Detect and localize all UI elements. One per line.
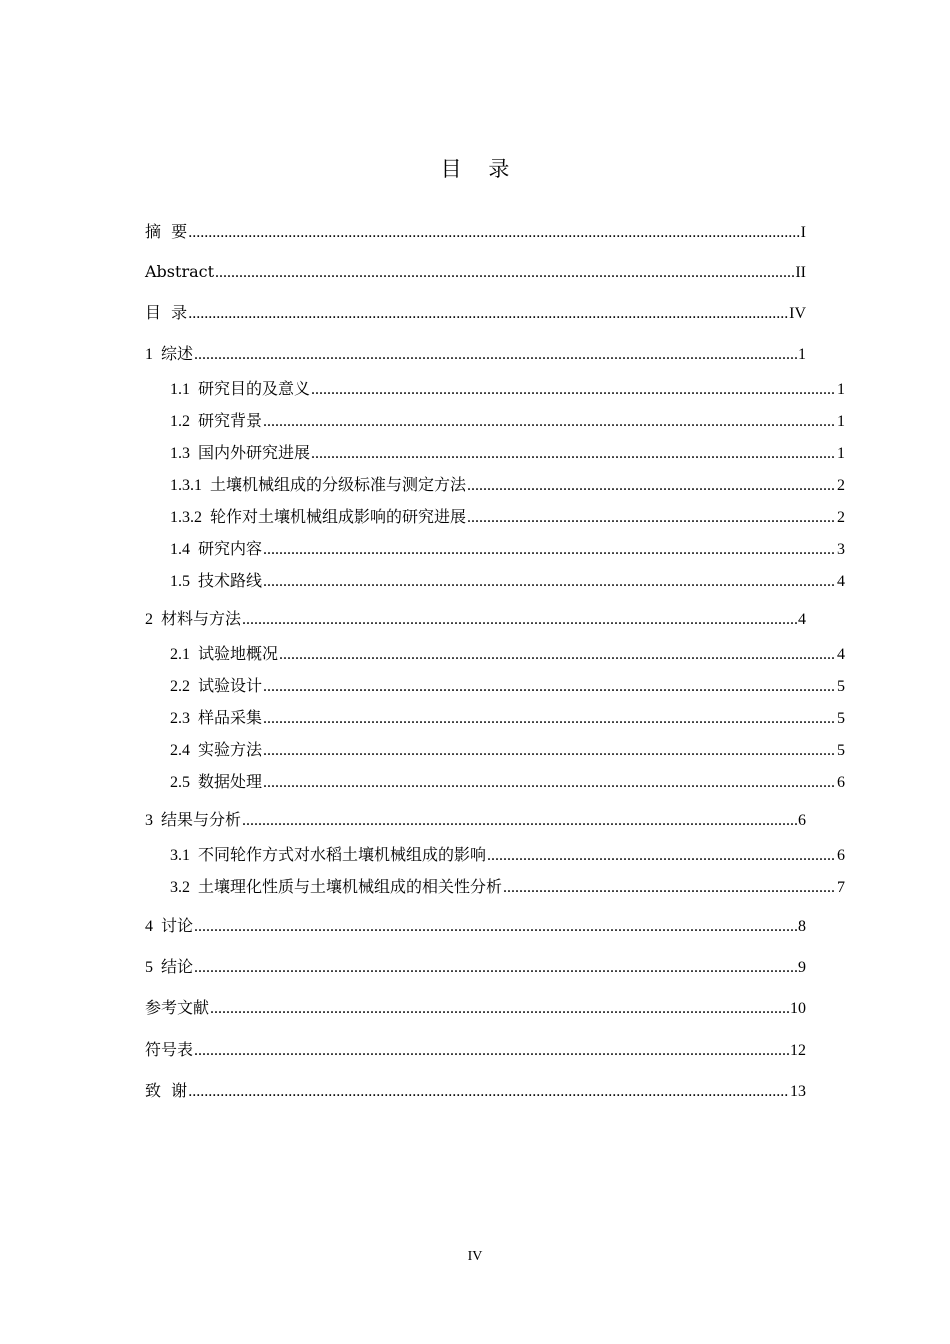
toc-entry[interactable] (170, 675, 845, 697)
toc-entry-page: 2 (837, 477, 845, 494)
toc-entry-number: 1.3.1 (170, 477, 202, 494)
toc-entry-number: 1.4 (170, 541, 190, 558)
toc-entry[interactable] (170, 570, 845, 592)
toc-entry-page: 6 (798, 812, 806, 829)
toc-entry[interactable] (170, 538, 845, 560)
toc-entry-page: 2 (837, 509, 845, 526)
toc-entry-page: 1 (837, 445, 845, 462)
toc-entry-text: 研究目的及意义 (198, 379, 311, 398)
toc-entry-number: 3 (145, 812, 153, 829)
toc-entry-number: 2.2 (170, 678, 190, 695)
toc-dot-leader (263, 539, 836, 561)
toc-entry-label (170, 538, 262, 561)
toc-entry-label (170, 410, 262, 433)
toc-dot-leader (242, 810, 797, 832)
toc-entry-page: 6 (837, 847, 845, 864)
toc-entry-label (170, 570, 262, 593)
toc-entry-label (145, 302, 187, 325)
toc-entry-text: 致 谢 (145, 1081, 188, 1100)
toc-entry-label (145, 1039, 193, 1062)
toc-entry-number: 2.5 (170, 774, 190, 791)
toc-entry-text: 试验设计 (198, 676, 263, 695)
toc-dot-leader (188, 1081, 789, 1103)
toc-entry-label (170, 378, 310, 401)
toc-dot-leader (263, 411, 836, 433)
toc-entry[interactable] (145, 1039, 806, 1061)
toc-entry[interactable] (145, 915, 806, 937)
toc-dot-leader (215, 262, 794, 284)
toc-entry-text: 研究内容 (198, 539, 263, 558)
toc-entry[interactable] (170, 876, 845, 898)
toc-entry-label (145, 608, 241, 631)
toc-entry-number: 2.3 (170, 710, 190, 727)
toc-entry-page: 4 (798, 611, 806, 628)
toc-entry-text: 实验方法 (198, 740, 263, 759)
toc-entry-page: 5 (837, 678, 845, 695)
toc-entry-text: 研究背景 (198, 411, 263, 430)
toc-dot-leader (194, 344, 797, 366)
toc-entry-page: 1 (837, 381, 845, 398)
toc-dot-leader (263, 708, 836, 730)
toc-entry[interactable] (170, 739, 845, 761)
toc-entry[interactable] (170, 643, 845, 665)
toc-entry[interactable] (145, 608, 806, 630)
toc-entry-text: 符号表 (145, 1040, 194, 1059)
toc-dot-leader (487, 845, 836, 867)
toc-entry-label (145, 261, 214, 284)
toc-entry-text: 参考文献 (145, 998, 210, 1017)
toc-dot-leader (279, 644, 836, 666)
toc-entry-page: II (795, 264, 806, 281)
toc-dot-leader (194, 1040, 789, 1062)
toc-entry[interactable] (145, 343, 806, 365)
toc-entry-text: 综述 (161, 344, 194, 363)
toc-entry[interactable] (170, 506, 845, 528)
toc-entry[interactable] (145, 1080, 806, 1102)
toc-dot-leader (194, 957, 797, 979)
toc-entry[interactable] (145, 302, 806, 324)
toc-dot-leader (467, 475, 836, 497)
toc-entry-number: 1.5 (170, 573, 190, 590)
toc-entry-text: 试验地概况 (198, 644, 279, 663)
toc-entry[interactable] (145, 997, 806, 1019)
toc-dot-leader (311, 443, 836, 465)
toc-entry[interactable] (170, 378, 845, 400)
toc-entry-page: 12 (790, 1042, 806, 1059)
toc-dot-leader (467, 507, 836, 529)
toc-entry-number: 1 (145, 346, 153, 363)
footer-page-number: IV (467, 1249, 483, 1264)
toc-entry-number: 1.3.2 (170, 509, 202, 526)
toc-dot-leader (263, 740, 836, 762)
toc-entry-page: 4 (837, 573, 845, 590)
toc-dot-leader (503, 877, 836, 899)
toc-entry[interactable] (170, 474, 845, 496)
toc-entry-label (170, 643, 278, 666)
toc-entry-label (145, 997, 209, 1020)
toc-dot-leader (242, 609, 797, 631)
toc-dot-leader (188, 303, 788, 325)
toc-dot-leader (210, 998, 789, 1020)
toc-entry-text: 结论 (161, 957, 194, 976)
toc-entry-number: 1.2 (170, 413, 190, 430)
toc-entry-text: 摘 要 (145, 222, 188, 241)
toc-entry-label (145, 809, 241, 832)
toc-entry-page: 7 (837, 879, 845, 896)
toc-entry-text: 土壤理化性质与土壤机械组成的相关性分析 (198, 877, 503, 896)
toc-entry-text: 数据处理 (198, 772, 263, 791)
toc-entry-number: 4 (145, 918, 153, 935)
toc-entry-label (170, 474, 466, 497)
toc-dot-leader (194, 916, 797, 938)
toc-dot-leader (311, 379, 836, 401)
toc-entry-page: 3 (837, 541, 845, 558)
toc-entry-number: 2.1 (170, 646, 190, 663)
toc-entry-text: 国内外研究进展 (198, 443, 311, 462)
toc-entry[interactable] (170, 707, 845, 729)
toc-entry[interactable] (170, 844, 845, 866)
toc-entry-page: 1 (837, 413, 845, 430)
toc-entry-number: 2 (145, 611, 153, 628)
toc-entry-label (170, 771, 262, 794)
toc-entry-label (170, 707, 262, 730)
toc-entry-page: 5 (837, 710, 845, 727)
toc-entry-text: 讨论 (161, 916, 194, 935)
toc-entry-label (145, 1080, 187, 1103)
toc-entry-number: 1.3 (170, 445, 190, 462)
toc-dot-leader (263, 772, 836, 794)
toc-entry-text: 样品采集 (198, 708, 263, 727)
toc-entry-page: IV (789, 305, 806, 322)
toc-entry[interactable] (170, 771, 845, 793)
toc-entry-number: 5 (145, 959, 153, 976)
toc-entry[interactable] (145, 809, 806, 831)
toc-entry-text: 轮作对土壤机械组成影响的研究进展 (210, 507, 467, 526)
toc-entry-label (170, 506, 466, 529)
toc-entry-text: Abstract (145, 262, 215, 281)
toc-entry-page: 5 (837, 742, 845, 759)
toc-entry-page: 4 (837, 646, 845, 663)
toc-entry[interactable] (170, 442, 845, 464)
toc-entry-label (145, 221, 187, 244)
toc-entry-text: 结果与分析 (161, 810, 242, 829)
toc-entry-page: I (800, 224, 806, 241)
toc-entry-number: 3.1 (170, 847, 190, 864)
toc-entry-label (145, 343, 193, 366)
toc-entry-page: 9 (798, 959, 806, 976)
toc-entry[interactable] (145, 221, 806, 243)
toc-entry-text: 目 录 (145, 303, 188, 322)
toc-entry-number: 3.2 (170, 879, 190, 896)
toc-entry[interactable] (170, 410, 845, 432)
toc-entry-text: 土壤机械组成的分级标准与测定方法 (210, 475, 467, 494)
toc-entry-number: 1.1 (170, 381, 190, 398)
toc-entry[interactable] (145, 956, 806, 978)
toc-entry-page: 10 (790, 1000, 806, 1017)
toc-entry-text: 技术路线 (198, 571, 263, 590)
toc-entry-number: 2.4 (170, 742, 190, 759)
toc-dot-leader (263, 676, 836, 698)
toc-entry[interactable] (145, 261, 806, 283)
toc-entry-page: 13 (790, 1083, 806, 1100)
toc-entry-page: 8 (798, 918, 806, 935)
toc-entry-label (170, 675, 262, 698)
toc-entry-page: 6 (837, 774, 845, 791)
toc-dot-leader (188, 222, 799, 244)
toc-entry-label (145, 915, 193, 938)
toc-entry-text: 材料与方法 (161, 609, 242, 628)
toc-entry-label (170, 844, 486, 867)
toc-entry-page: 1 (798, 346, 806, 363)
toc-entry-label (170, 876, 502, 899)
toc-entry-label (170, 442, 310, 465)
toc-entry-text: 不同轮作方式对水稻土壤机械组成的影响 (198, 845, 487, 864)
toc-entry-label (145, 956, 193, 979)
page-title: 目 录 (440, 157, 520, 181)
toc-dot-leader (263, 571, 836, 593)
toc-entry-label (170, 739, 262, 762)
